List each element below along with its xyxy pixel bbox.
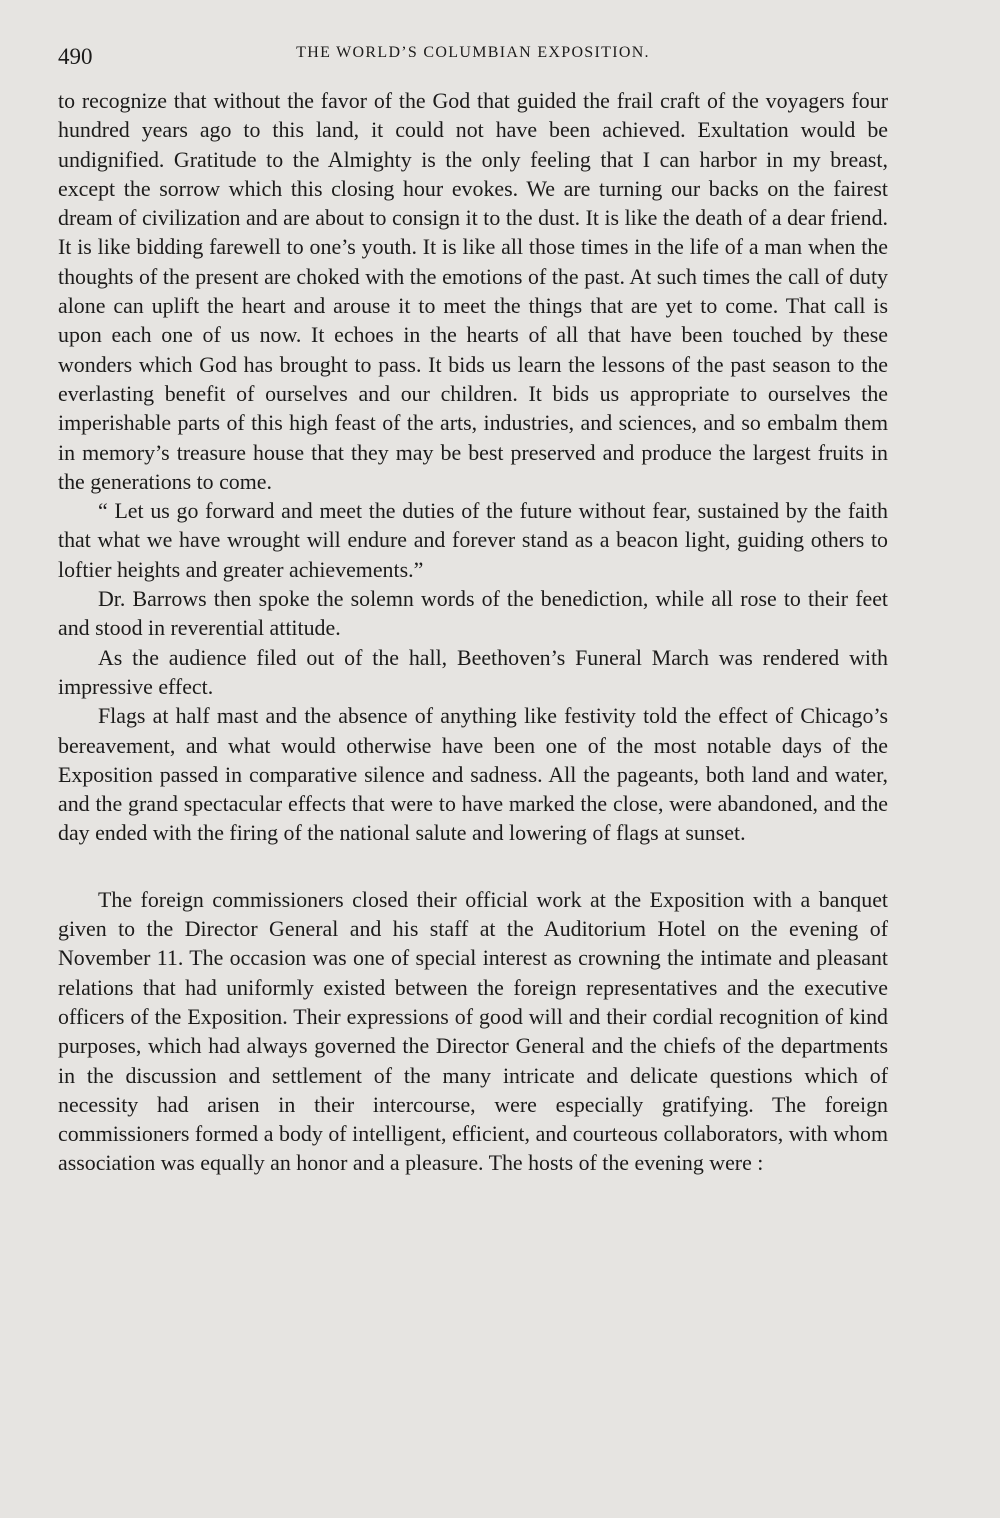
- page-number: 490: [58, 44, 93, 69]
- paragraph-benediction: Dr. Barrows then spoke the solemn words of the benediction, while all rose to their feet and stood in reverential attitude.: [58, 586, 888, 641]
- section-break: [58, 848, 888, 885]
- paragraph-speech-continuation: to recognize that without the favor of the God that guided the frail craft of the voyagers four hundred years ago to this land, it could not have been achieved. Exultation would be undignified. Gratitude to the Almighty is the only feeling that I can harbor in my breast, except the sorrow which this closing hour evokes. We are turning our backs on the fairest dream of civilization and are about to consign it to the dust. It is like the death of a dear friend. It is like bidding farewell to one’s youth. It is like all those times in the life of a man when the thoughts of the present are choked with the emotions of the past. At such times the call of duty alone can uplift the heart and arouse it to meet the things that are yet to come. That call is upon each one of us now. It echoes in the hearts of all that have been touched by these wonders which God has brought to pass. It bids us learn the lessons of the past season to the everlasting benefit of ourselves and our children. It bids us appropriate to ourselves the imperishable parts of this high feast of the arts, industries, and sciences, and so embalm them in memory’s treasure house that they may be best preserved and produce the largest fruits in the generations to come.: [58, 88, 888, 494]
- paragraph-funeral-march: As the audience filed out of the hall, Beethoven’s Funeral March was rendered with impressive effect.: [58, 644, 888, 699]
- running-head: THE WORLD’S COLUMBIAN EXPOSITION.: [296, 44, 650, 61]
- paragraph-speech-closing: “ Let us go forward and meet the duties of the future without fear, sustained by the faith that what we have wrought will endure and forever stand as a beacon light, guiding others to loftier heights and greater achievements.”: [58, 498, 888, 582]
- body-text: [58, 86, 888, 1178]
- paragraph-foreign-commissioners: The foreign commissioners closed their official work at the Exposition with a banquet given to the Director General and his staff at the Auditorium Hotel on the evening of November 11. The occasion was one of special interest as crowning the intimate and pleasant relations that had uniformly existed between the foreign representatives and the executive officers of the Exposition. Their expressions of good will and their cordial recognition of kind purposes, which had always governed the Director General and the chiefs of the departments in the discussion and settlement of the many intricate and delicate questions which of necessity had arisen in their intercourse, were especially gratifying. The foreign commissioners formed a body of intelligent, efficient, and courteous collaborators, with whom association was equally an honor and a pleasure. The hosts of the evening were :: [58, 886, 888, 1176]
- paragraph-flags-half-mast: Flags at half mast and the absence of anything like festivity told the effect of Chicago’s bereavement, and what would otherwise have been one of the most notable days of the Exposition passed in comparative silence and sadness. All the pageants, both land and water, and the grand spectacular effects that were to have marked the close, were abandoned, and the day ended with the firing of the national salute and lowering of flags at sunset.: [58, 703, 888, 846]
- page-header: [58, 40, 888, 74]
